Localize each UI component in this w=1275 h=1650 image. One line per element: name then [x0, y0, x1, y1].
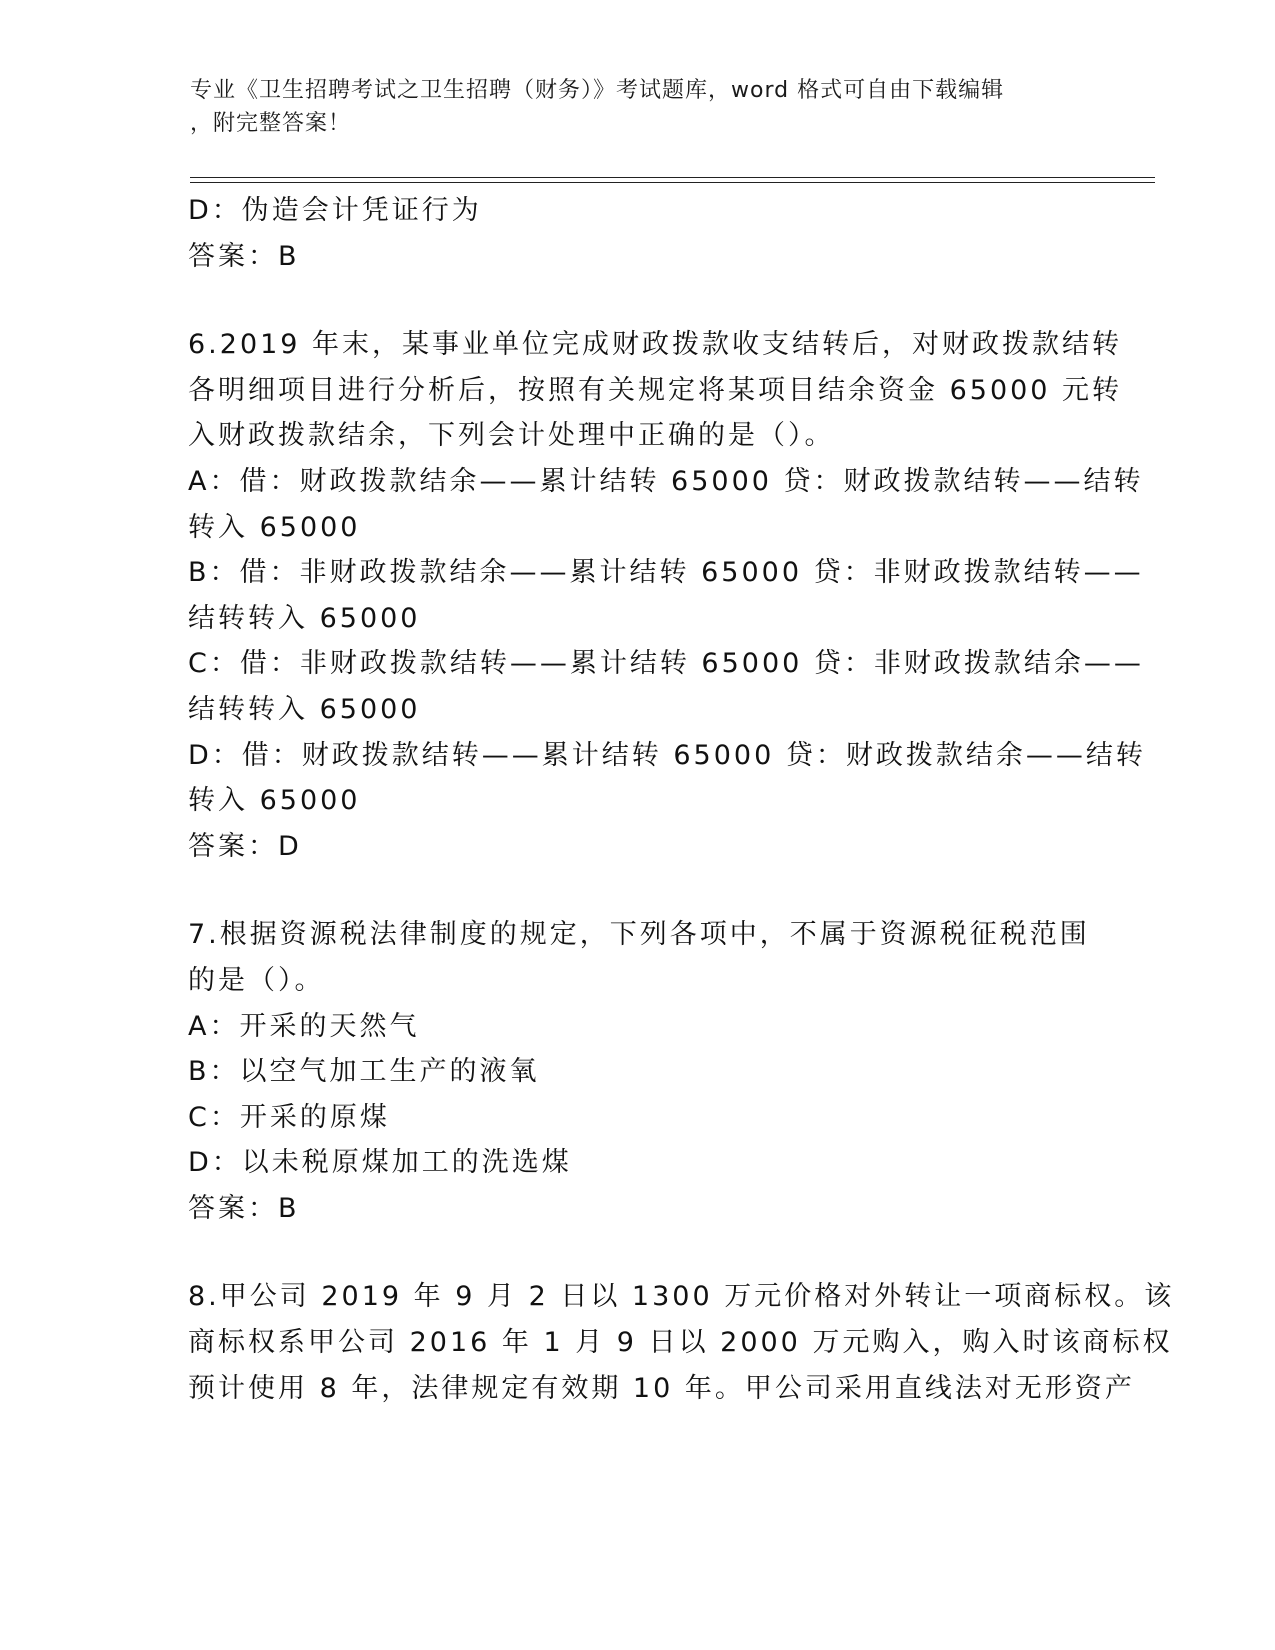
question-7: [188, 912, 1088, 1231]
option-b-continued: 结转转入 65000: [188, 602, 421, 634]
header-title-line-1: 专业《卫生招聘考试之卫生招聘（财务）》考试题库，word 格式可自由下载编辑: [190, 78, 1005, 103]
page-header: [190, 74, 1090, 140]
header-title-line-2: ，附完整答案！: [190, 111, 352, 136]
option-c: C：开采的原煤: [188, 1101, 390, 1133]
option-d-continued: 转入 65000: [188, 785, 361, 817]
question-stem-line: 的是（）。: [188, 964, 325, 996]
question-stem-line: 8.甲公司 2019 年 9 月 2 日以 1300 万元价格对外转让一项商标权。该: [188, 1281, 1175, 1313]
question-6: [188, 322, 1146, 869]
option-d: D：以未税原煤加工的洗选煤: [188, 1147, 572, 1179]
question-stem-line: 入财政拨款结余，下列会计处理中正确的是（）。: [188, 420, 835, 452]
question-stem-line: 商标权系甲公司 2016 年 1 月 9 日以 2000 万元购入，购入时该商标权: [188, 1327, 1173, 1359]
question-stem-line: 7.根据资源税法律制度的规定，下列各项中，不属于资源税征税范围: [188, 919, 1090, 951]
question-stem-line: 各明细项目进行分析后，按照有关规定将某项目结余资金 65000 元转: [188, 374, 1123, 406]
option-a: A：借：财政拨款结余——累计结转 65000 贷：财政拨款结转——结转: [188, 465, 1144, 497]
question-8: [188, 1274, 1175, 1411]
answer-line: 答案：D: [188, 830, 302, 862]
option-d: D：伪造会计凭证行为: [188, 195, 482, 226]
document-body: [188, 188, 1175, 1411]
option-a: A：开采的天然气: [188, 1010, 420, 1042]
option-a-continued: 转入 65000: [188, 511, 361, 543]
question-stem-line: 6.2019 年末，某事业单位完成财政拨款收支结转后，对财政拨款结转: [188, 329, 1123, 361]
spacer: [188, 869, 1088, 912]
spacer: [188, 279, 1088, 322]
option-c-continued: 结转转入 65000: [188, 693, 421, 725]
option-b: B：借：非财政拨款结余——累计结转 65000 贷：非财政拨款结转——: [188, 557, 1144, 589]
header-divider-top: [190, 177, 1155, 178]
option-c: C：借：非财政拨款结转——累计结转 65000 贷：非财政拨款结余——: [188, 648, 1144, 680]
question-stem-line: 预计使用 8 年，法律规定有效期 10 年。甲公司采用直线法对无形资产: [188, 1372, 1135, 1404]
option-b: B：以空气加工生产的液氧: [188, 1056, 540, 1088]
previous-question-tail: [188, 188, 1088, 279]
option-d: D：借：财政拨款结转——累计结转 65000 贷：财政拨款结余——结转: [188, 739, 1146, 771]
answer-line: 答案：B: [188, 1192, 300, 1224]
answer-line: 答案：B: [188, 240, 300, 272]
spacer: [188, 1231, 1088, 1274]
header-divider-bottom: [190, 182, 1155, 183]
